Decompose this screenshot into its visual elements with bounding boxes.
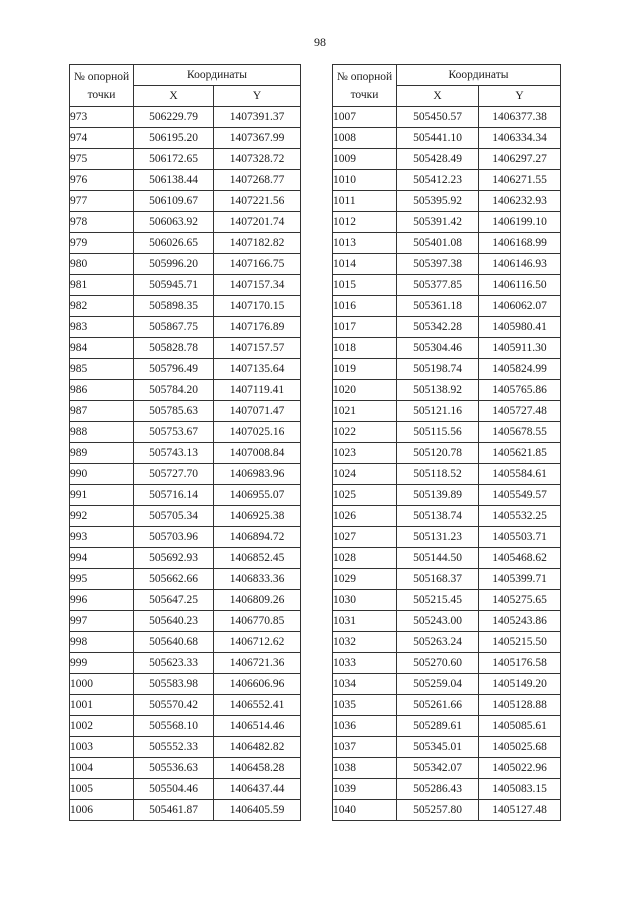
- y-coordinate-cell: 1406458.28: [214, 758, 301, 779]
- y-coordinate-cell: 1405176.58: [479, 653, 561, 674]
- table-row: [70, 527, 301, 548]
- point-number-cell: 1026: [333, 506, 397, 527]
- table-row: [70, 212, 301, 233]
- point-number-cell: 990: [70, 464, 134, 485]
- y-coordinate-cell: 1407182.82: [214, 233, 301, 254]
- coordinates-table-left: [69, 64, 301, 821]
- table-row: [333, 674, 561, 695]
- x-coordinate-cell: 505705.34: [134, 506, 214, 527]
- y-coordinate-cell: 1406983.96: [214, 464, 301, 485]
- y-coordinate-cell: 1407157.57: [214, 338, 301, 359]
- y-coordinate-cell: 1406712.62: [214, 632, 301, 653]
- x-coordinate-cell: 505289.61: [397, 716, 479, 737]
- table-row: [70, 275, 301, 296]
- table-row: [70, 254, 301, 275]
- y-coordinate-cell: 1405468.62: [479, 548, 561, 569]
- x-coordinate-cell: 506229.79: [134, 107, 214, 128]
- x-coordinate-cell: 505395.92: [397, 191, 479, 212]
- y-coordinate-cell: 1405083.15: [479, 779, 561, 800]
- y-coordinate-cell: 1405085.61: [479, 716, 561, 737]
- y-coordinate-cell: 1405678.55: [479, 422, 561, 443]
- point-number-cell: 1011: [333, 191, 397, 212]
- x-coordinate-cell: 506026.65: [134, 233, 214, 254]
- x-coordinate-cell: 505796.49: [134, 359, 214, 380]
- x-coordinate-cell: 505361.18: [397, 296, 479, 317]
- table-row: [70, 674, 301, 695]
- y-header: Y: [479, 86, 561, 107]
- y-coordinate-cell: 1405727.48: [479, 401, 561, 422]
- table-row: [333, 527, 561, 548]
- y-coordinate-cell: 1405824.99: [479, 359, 561, 380]
- y-coordinate-cell: 1407119.41: [214, 380, 301, 401]
- y-coordinate-cell: 1405549.57: [479, 485, 561, 506]
- point-number-cell: 995: [70, 569, 134, 590]
- point-number-cell: 982: [70, 296, 134, 317]
- table-row: [70, 569, 301, 590]
- point-number-cell: 1020: [333, 380, 397, 401]
- point-number-cell: 1014: [333, 254, 397, 275]
- x-coordinate-cell: 506138.44: [134, 170, 214, 191]
- table-row: [70, 422, 301, 443]
- point-number-cell: 986: [70, 380, 134, 401]
- point-number-cell: 1013: [333, 233, 397, 254]
- point-number-cell: 1002: [70, 716, 134, 737]
- point-number-cell: 979: [70, 233, 134, 254]
- table-row: [70, 695, 301, 716]
- table-row: [333, 149, 561, 170]
- table-row: [333, 611, 561, 632]
- table-row: [333, 758, 561, 779]
- x-coordinate-cell: 505640.68: [134, 632, 214, 653]
- point-number-cell: 1018: [333, 338, 397, 359]
- table-row: [333, 695, 561, 716]
- table-row: [333, 800, 561, 821]
- table-row: [70, 149, 301, 170]
- y-coordinate-cell: 1406437.44: [214, 779, 301, 800]
- table-row: [333, 779, 561, 800]
- x-coordinate-cell: 505461.87: [134, 800, 214, 821]
- table-row: [333, 716, 561, 737]
- x-coordinate-cell: 505215.45: [397, 590, 479, 611]
- table-row: [333, 464, 561, 485]
- point-number-cell: 1028: [333, 548, 397, 569]
- x-coordinate-cell: 505570.42: [134, 695, 214, 716]
- table-row: [70, 296, 301, 317]
- x-coordinate-cell: 505996.20: [134, 254, 214, 275]
- point-number-cell: 1000: [70, 674, 134, 695]
- table-row: [333, 548, 561, 569]
- point-number-cell: 1005: [70, 779, 134, 800]
- point-number-cell: 1006: [70, 800, 134, 821]
- x-coordinate-cell: 505568.10: [134, 716, 214, 737]
- table-row: [333, 380, 561, 401]
- point-number-cell: 988: [70, 422, 134, 443]
- y-coordinate-cell: 1407176.89: [214, 317, 301, 338]
- table-row: [333, 317, 561, 338]
- table-row: [333, 401, 561, 422]
- x-coordinate-cell: 505450.57: [397, 107, 479, 128]
- table-row: [70, 380, 301, 401]
- point-number-cell: 1033: [333, 653, 397, 674]
- point-number-cell: 1009: [333, 149, 397, 170]
- y-coordinate-cell: 1406770.85: [214, 611, 301, 632]
- y-coordinate-cell: 1406116.50: [479, 275, 561, 296]
- x-coordinate-cell: 505743.13: [134, 443, 214, 464]
- point-number-cell: 981: [70, 275, 134, 296]
- table-row: [70, 632, 301, 653]
- x-coordinate-cell: 505198.74: [397, 359, 479, 380]
- y-coordinate-cell: 1407268.77: [214, 170, 301, 191]
- point-number-cell: 1039: [333, 779, 397, 800]
- table-row: [333, 233, 561, 254]
- y-coordinate-cell: 1406232.93: [479, 191, 561, 212]
- table-row: [70, 800, 301, 821]
- point-number-cell: 1032: [333, 632, 397, 653]
- table-row: [70, 128, 301, 149]
- point-number-cell: 980: [70, 254, 134, 275]
- point-number-cell: 1004: [70, 758, 134, 779]
- x-coordinate-cell: 505662.66: [134, 569, 214, 590]
- y-coordinate-cell: 1407157.34: [214, 275, 301, 296]
- point-number-cell: 978: [70, 212, 134, 233]
- coordinates-table-right: [332, 64, 561, 821]
- y-coordinate-cell: 1407025.16: [214, 422, 301, 443]
- table-row: [70, 611, 301, 632]
- x-coordinate-cell: 505263.24: [397, 632, 479, 653]
- y-coordinate-cell: 1405127.48: [479, 800, 561, 821]
- table-row: [70, 317, 301, 338]
- page-number: 98: [314, 35, 326, 49]
- y-coordinate-cell: 1405621.85: [479, 443, 561, 464]
- y-coordinate-cell: 1406852.45: [214, 548, 301, 569]
- point-number-cell: 1038: [333, 758, 397, 779]
- x-coordinate-cell: 505261.66: [397, 695, 479, 716]
- x-coordinate-cell: 505397.38: [397, 254, 479, 275]
- table-row: [333, 569, 561, 590]
- table-row: [333, 485, 561, 506]
- y-coordinate-cell: 1405503.71: [479, 527, 561, 548]
- x-coordinate-cell: 505168.37: [397, 569, 479, 590]
- y-coordinate-cell: 1406606.96: [214, 674, 301, 695]
- point-number-cell: 993: [70, 527, 134, 548]
- x-coordinate-cell: 505504.46: [134, 779, 214, 800]
- table-row: [333, 653, 561, 674]
- y-coordinate-cell: 1407221.56: [214, 191, 301, 212]
- y-coordinate-cell: 1406297.27: [479, 149, 561, 170]
- x-coordinate-cell: 505640.23: [134, 611, 214, 632]
- y-coordinate-cell: 1406168.99: [479, 233, 561, 254]
- table-row: [333, 590, 561, 611]
- x-coordinate-cell: 505867.75: [134, 317, 214, 338]
- y-coordinate-cell: 1406955.07: [214, 485, 301, 506]
- y-coordinate-cell: 1407071.47: [214, 401, 301, 422]
- y-coordinate-cell: 1405980.41: [479, 317, 561, 338]
- y-coordinate-cell: 1407328.72: [214, 149, 301, 170]
- y-coordinate-cell: 1405243.86: [479, 611, 561, 632]
- x-coordinate-cell: 505131.23: [397, 527, 479, 548]
- x-coordinate-cell: 505304.46: [397, 338, 479, 359]
- point-number-cell: 1016: [333, 296, 397, 317]
- point-number-header: № опорной точки: [70, 65, 134, 107]
- point-number-cell: 1010: [333, 170, 397, 191]
- table-row: [70, 464, 301, 485]
- x-coordinate-cell: 505115.56: [397, 422, 479, 443]
- table-row: [333, 359, 561, 380]
- y-coordinate-cell: 1406809.26: [214, 590, 301, 611]
- point-number-cell: 992: [70, 506, 134, 527]
- x-coordinate-cell: 505391.42: [397, 212, 479, 233]
- point-number-cell: 994: [70, 548, 134, 569]
- point-number-cell: 1031: [333, 611, 397, 632]
- x-coordinate-cell: 505118.52: [397, 464, 479, 485]
- y-coordinate-cell: 1406334.34: [479, 128, 561, 149]
- x-coordinate-cell: 505139.89: [397, 485, 479, 506]
- table-row: [70, 548, 301, 569]
- point-number-cell: 987: [70, 401, 134, 422]
- table-row: [70, 170, 301, 191]
- y-coordinate-cell: 1406146.93: [479, 254, 561, 275]
- x-coordinate-cell: 506109.67: [134, 191, 214, 212]
- y-coordinate-cell: 1407367.99: [214, 128, 301, 149]
- point-number-cell: 1022: [333, 422, 397, 443]
- x-coordinate-cell: 505243.00: [397, 611, 479, 632]
- y-coordinate-cell: 1406925.38: [214, 506, 301, 527]
- x-coordinate-cell: 505828.78: [134, 338, 214, 359]
- y-coordinate-cell: 1406199.10: [479, 212, 561, 233]
- y-coordinate-cell: 1405399.71: [479, 569, 561, 590]
- y-coordinate-cell: 1407391.37: [214, 107, 301, 128]
- x-coordinate-cell: 505342.07: [397, 758, 479, 779]
- point-number-cell: 1023: [333, 443, 397, 464]
- y-coordinate-cell: 1407170.15: [214, 296, 301, 317]
- table-row: [333, 632, 561, 653]
- x-coordinate-cell: 505377.85: [397, 275, 479, 296]
- point-number-cell: 983: [70, 317, 134, 338]
- table-row: [70, 485, 301, 506]
- y-coordinate-cell: 1407135.64: [214, 359, 301, 380]
- y-coordinate-cell: 1407008.84: [214, 443, 301, 464]
- table-row: [70, 590, 301, 611]
- point-number-cell: 1036: [333, 716, 397, 737]
- table-row: [70, 653, 301, 674]
- y-coordinate-cell: 1406062.07: [479, 296, 561, 317]
- point-number-cell: 973: [70, 107, 134, 128]
- table-row: [70, 716, 301, 737]
- x-coordinate-cell: 505623.33: [134, 653, 214, 674]
- coordinates-header: Координаты: [134, 65, 301, 86]
- point-number-cell: 1021: [333, 401, 397, 422]
- point-number-cell: 1037: [333, 737, 397, 758]
- y-coordinate-cell: 1405215.50: [479, 632, 561, 653]
- point-number-cell: 989: [70, 443, 134, 464]
- x-coordinate-cell: 506063.92: [134, 212, 214, 233]
- x-coordinate-cell: 505784.20: [134, 380, 214, 401]
- y-coordinate-cell: 1407166.75: [214, 254, 301, 275]
- y-coordinate-cell: 1405584.61: [479, 464, 561, 485]
- x-coordinate-cell: 505898.35: [134, 296, 214, 317]
- point-number-cell: 1030: [333, 590, 397, 611]
- point-number-cell: 984: [70, 338, 134, 359]
- point-number-cell: 1003: [70, 737, 134, 758]
- x-coordinate-cell: 505138.74: [397, 506, 479, 527]
- point-number-cell: 991: [70, 485, 134, 506]
- x-coordinate-cell: 505138.92: [397, 380, 479, 401]
- point-number-cell: 1024: [333, 464, 397, 485]
- y-coordinate-cell: 1406482.82: [214, 737, 301, 758]
- point-number-cell: 985: [70, 359, 134, 380]
- y-coordinate-cell: 1405911.30: [479, 338, 561, 359]
- x-coordinate-cell: 506195.20: [134, 128, 214, 149]
- x-coordinate-cell: 505552.33: [134, 737, 214, 758]
- x-coordinate-cell: 505716.14: [134, 485, 214, 506]
- x-coordinate-cell: 505647.25: [134, 590, 214, 611]
- point-number-cell: 1027: [333, 527, 397, 548]
- y-coordinate-cell: 1406271.55: [479, 170, 561, 191]
- x-coordinate-cell: 505270.60: [397, 653, 479, 674]
- point-number-cell: 1007: [333, 107, 397, 128]
- y-coordinate-cell: 1405022.96: [479, 758, 561, 779]
- x-coordinate-cell: 505345.01: [397, 737, 479, 758]
- x-coordinate-cell: 505428.49: [397, 149, 479, 170]
- point-number-cell: 998: [70, 632, 134, 653]
- x-coordinate-cell: 505583.98: [134, 674, 214, 695]
- y-coordinate-cell: 1406721.36: [214, 653, 301, 674]
- x-coordinate-cell: 505257.80: [397, 800, 479, 821]
- table-row: [70, 506, 301, 527]
- y-coordinate-cell: 1405149.20: [479, 674, 561, 695]
- table-row: [333, 254, 561, 275]
- table-row: [70, 443, 301, 464]
- x-header: X: [134, 86, 214, 107]
- table-row: [70, 191, 301, 212]
- table-row: [333, 506, 561, 527]
- x-coordinate-cell: 505401.08: [397, 233, 479, 254]
- point-number-cell: 1035: [333, 695, 397, 716]
- coordinates-header: Координаты: [397, 65, 561, 86]
- y-coordinate-cell: 1405532.25: [479, 506, 561, 527]
- x-coordinate-cell: 506172.65: [134, 149, 214, 170]
- table-row: [333, 191, 561, 212]
- y-coordinate-cell: 1406514.46: [214, 716, 301, 737]
- table-row: [70, 233, 301, 254]
- x-coordinate-cell: 505785.63: [134, 401, 214, 422]
- point-number-cell: 976: [70, 170, 134, 191]
- point-number-cell: 1025: [333, 485, 397, 506]
- x-coordinate-cell: 505121.16: [397, 401, 479, 422]
- point-number-cell: 1040: [333, 800, 397, 821]
- table-row: [70, 338, 301, 359]
- table-row: [333, 737, 561, 758]
- y-coordinate-cell: 1406894.72: [214, 527, 301, 548]
- x-coordinate-cell: 505412.23: [397, 170, 479, 191]
- x-coordinate-cell: 505441.10: [397, 128, 479, 149]
- x-coordinate-cell: 505144.50: [397, 548, 479, 569]
- x-coordinate-cell: 505727.70: [134, 464, 214, 485]
- table-row: [333, 107, 561, 128]
- y-header: Y: [214, 86, 301, 107]
- x-coordinate-cell: 505120.78: [397, 443, 479, 464]
- y-coordinate-cell: 1406377.38: [479, 107, 561, 128]
- point-number-cell: 996: [70, 590, 134, 611]
- point-number-cell: 1029: [333, 569, 397, 590]
- table-row: [333, 296, 561, 317]
- point-number-cell: 1015: [333, 275, 397, 296]
- point-number-cell: 974: [70, 128, 134, 149]
- point-number-cell: 1001: [70, 695, 134, 716]
- table-row: [333, 170, 561, 191]
- table-row: [70, 779, 301, 800]
- table-row: [70, 737, 301, 758]
- y-coordinate-cell: 1405765.86: [479, 380, 561, 401]
- y-coordinate-cell: 1406833.36: [214, 569, 301, 590]
- y-coordinate-cell: 1405128.88: [479, 695, 561, 716]
- point-number-cell: 1012: [333, 212, 397, 233]
- x-coordinate-cell: 505703.96: [134, 527, 214, 548]
- table-row: [333, 212, 561, 233]
- x-coordinate-cell: 505753.67: [134, 422, 214, 443]
- point-number-header: № опорной точки: [333, 65, 397, 107]
- x-coordinate-cell: 505945.71: [134, 275, 214, 296]
- y-coordinate-cell: 1405275.65: [479, 590, 561, 611]
- point-number-cell: 1017: [333, 317, 397, 338]
- table-row: [333, 128, 561, 149]
- table-row: [70, 401, 301, 422]
- point-number-cell: 1019: [333, 359, 397, 380]
- table-row: [70, 359, 301, 380]
- x-coordinate-cell: 505692.93: [134, 548, 214, 569]
- y-coordinate-cell: 1406552.41: [214, 695, 301, 716]
- x-header: X: [397, 86, 479, 107]
- table-row: [333, 275, 561, 296]
- table-row: [70, 758, 301, 779]
- table-row: [333, 422, 561, 443]
- x-coordinate-cell: 505342.28: [397, 317, 479, 338]
- point-number-cell: 999: [70, 653, 134, 674]
- point-number-cell: 997: [70, 611, 134, 632]
- y-coordinate-cell: 1407201.74: [214, 212, 301, 233]
- y-coordinate-cell: 1406405.59: [214, 800, 301, 821]
- point-number-cell: 1034: [333, 674, 397, 695]
- x-coordinate-cell: 505286.43: [397, 779, 479, 800]
- y-coordinate-cell: 1405025.68: [479, 737, 561, 758]
- table-row: [333, 443, 561, 464]
- point-number-cell: 1008: [333, 128, 397, 149]
- point-number-cell: 977: [70, 191, 134, 212]
- x-coordinate-cell: 505536.63: [134, 758, 214, 779]
- point-number-cell: 975: [70, 149, 134, 170]
- x-coordinate-cell: 505259.04: [397, 674, 479, 695]
- table-row: [70, 107, 301, 128]
- table-row: [333, 338, 561, 359]
